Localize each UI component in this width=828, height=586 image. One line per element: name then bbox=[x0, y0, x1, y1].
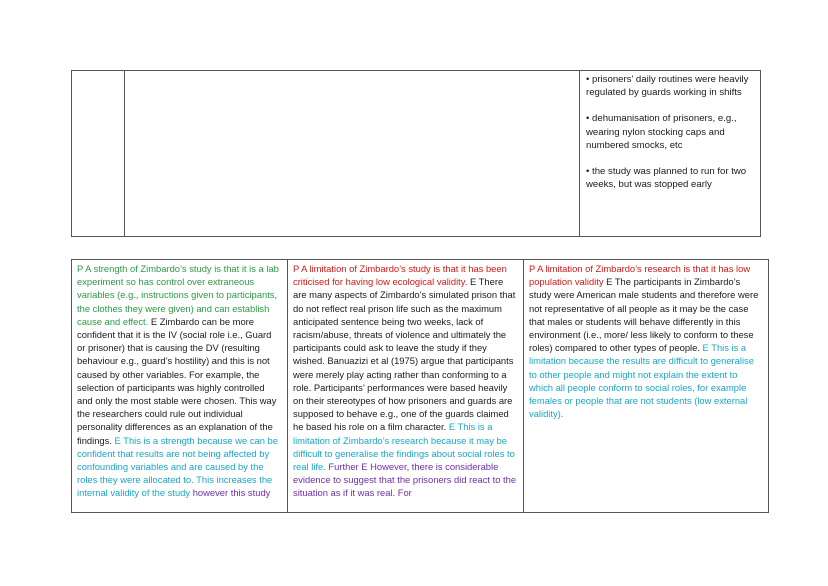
procedure-details-cell bbox=[580, 71, 760, 236]
evaluation-ecological-validity-cell bbox=[288, 260, 524, 512]
evaluation-table bbox=[71, 259, 769, 513]
evaluation-strength-cell bbox=[72, 260, 288, 512]
strength-link: however this study bbox=[190, 487, 271, 499]
strength-explanation: E This is a strength because we can be confident that results are not being affected by confounding variables and are caused by the roles they were allocated to. This increases the internal validity of the study bbox=[77, 434, 278, 499]
evaluation-population-validity-cell bbox=[524, 260, 768, 512]
population-evidence: E The participants in Zimbardo’s study were American male students and therefore were not representative of all people as it may be the case that males or students will behave differently in this environment (i.e., more/ less likely to conform to these roles) compared to other types of people. bbox=[529, 276, 759, 354]
ecological-further: Further E However, there is considerable evidence to suggest that the prisoners did react to the situation as if it was real. For bbox=[293, 461, 517, 499]
table-cell-empty-2 bbox=[125, 71, 580, 236]
table-cell-empty-1 bbox=[72, 71, 125, 236]
ecological-explanation: E This is a limitation of Zimbardo’s research because it may be difficult to generalise the findings about social roles to real life. bbox=[293, 421, 515, 473]
bullet-study-duration: • the study was planned to run for two weeks, but was stopped early bbox=[586, 166, 747, 191]
ecological-point: P A limitation of Zimbardo’s study is that it has been criticised for having low ecological validity. bbox=[293, 263, 507, 288]
strength-evidence: E Zimbardo can be more confident that it is the IV (social role i.e., Guard or prisoner) that is causing the DV (resulting behaviour e.g., guard’s hostility) and this is not caused by other variables. For example, the selection of participants was highly controlled and only the most stable were chosen. This way the researchers could rule out individual personality differences as an explanation of the findings. bbox=[77, 315, 277, 446]
bullet-daily-routines: • prisoners’ daily routines were heavily regulated by guards working in shifts bbox=[586, 74, 749, 99]
population-explanation: E This is a limitation because the results are difficult to generalise to other people and might not explain the extent to which all people conform to social roles, for example females or people that are not students (low external validity). bbox=[529, 342, 754, 420]
population-point: P A limitation of Zimbardo’s research is that it has low population validity bbox=[529, 263, 751, 288]
procedure-table bbox=[71, 70, 761, 237]
ecological-evidence: E There are many aspects of Zimbardo’s simulated prison that do not reflect real prison life such as the maximum anticipated sentence being two weeks, lack of racism/abuse, threats of violence and ultimately the participants could ask to leave the study if they wished. Banuazizi et al (1975) argue that participants were merely play acting rather than conforming to a role. Participants’ performances were based heavily on their stereotypes of how prisoners and guards are supposed to behave e.g., one of the guards claimed he based his role on a film character. bbox=[293, 276, 516, 433]
strength-point: P A strength of Zimbardo’s study is that it is a lab experiment so has control over extraneous variables (e.g., instructions given to participants, the clothes they were given) and can establish cause and effect. bbox=[77, 263, 279, 327]
bullet-dehumanisation: • dehumanisation of prisoners, e.g., wearing nylon stocking caps and numbered smocks, etc bbox=[586, 113, 737, 151]
